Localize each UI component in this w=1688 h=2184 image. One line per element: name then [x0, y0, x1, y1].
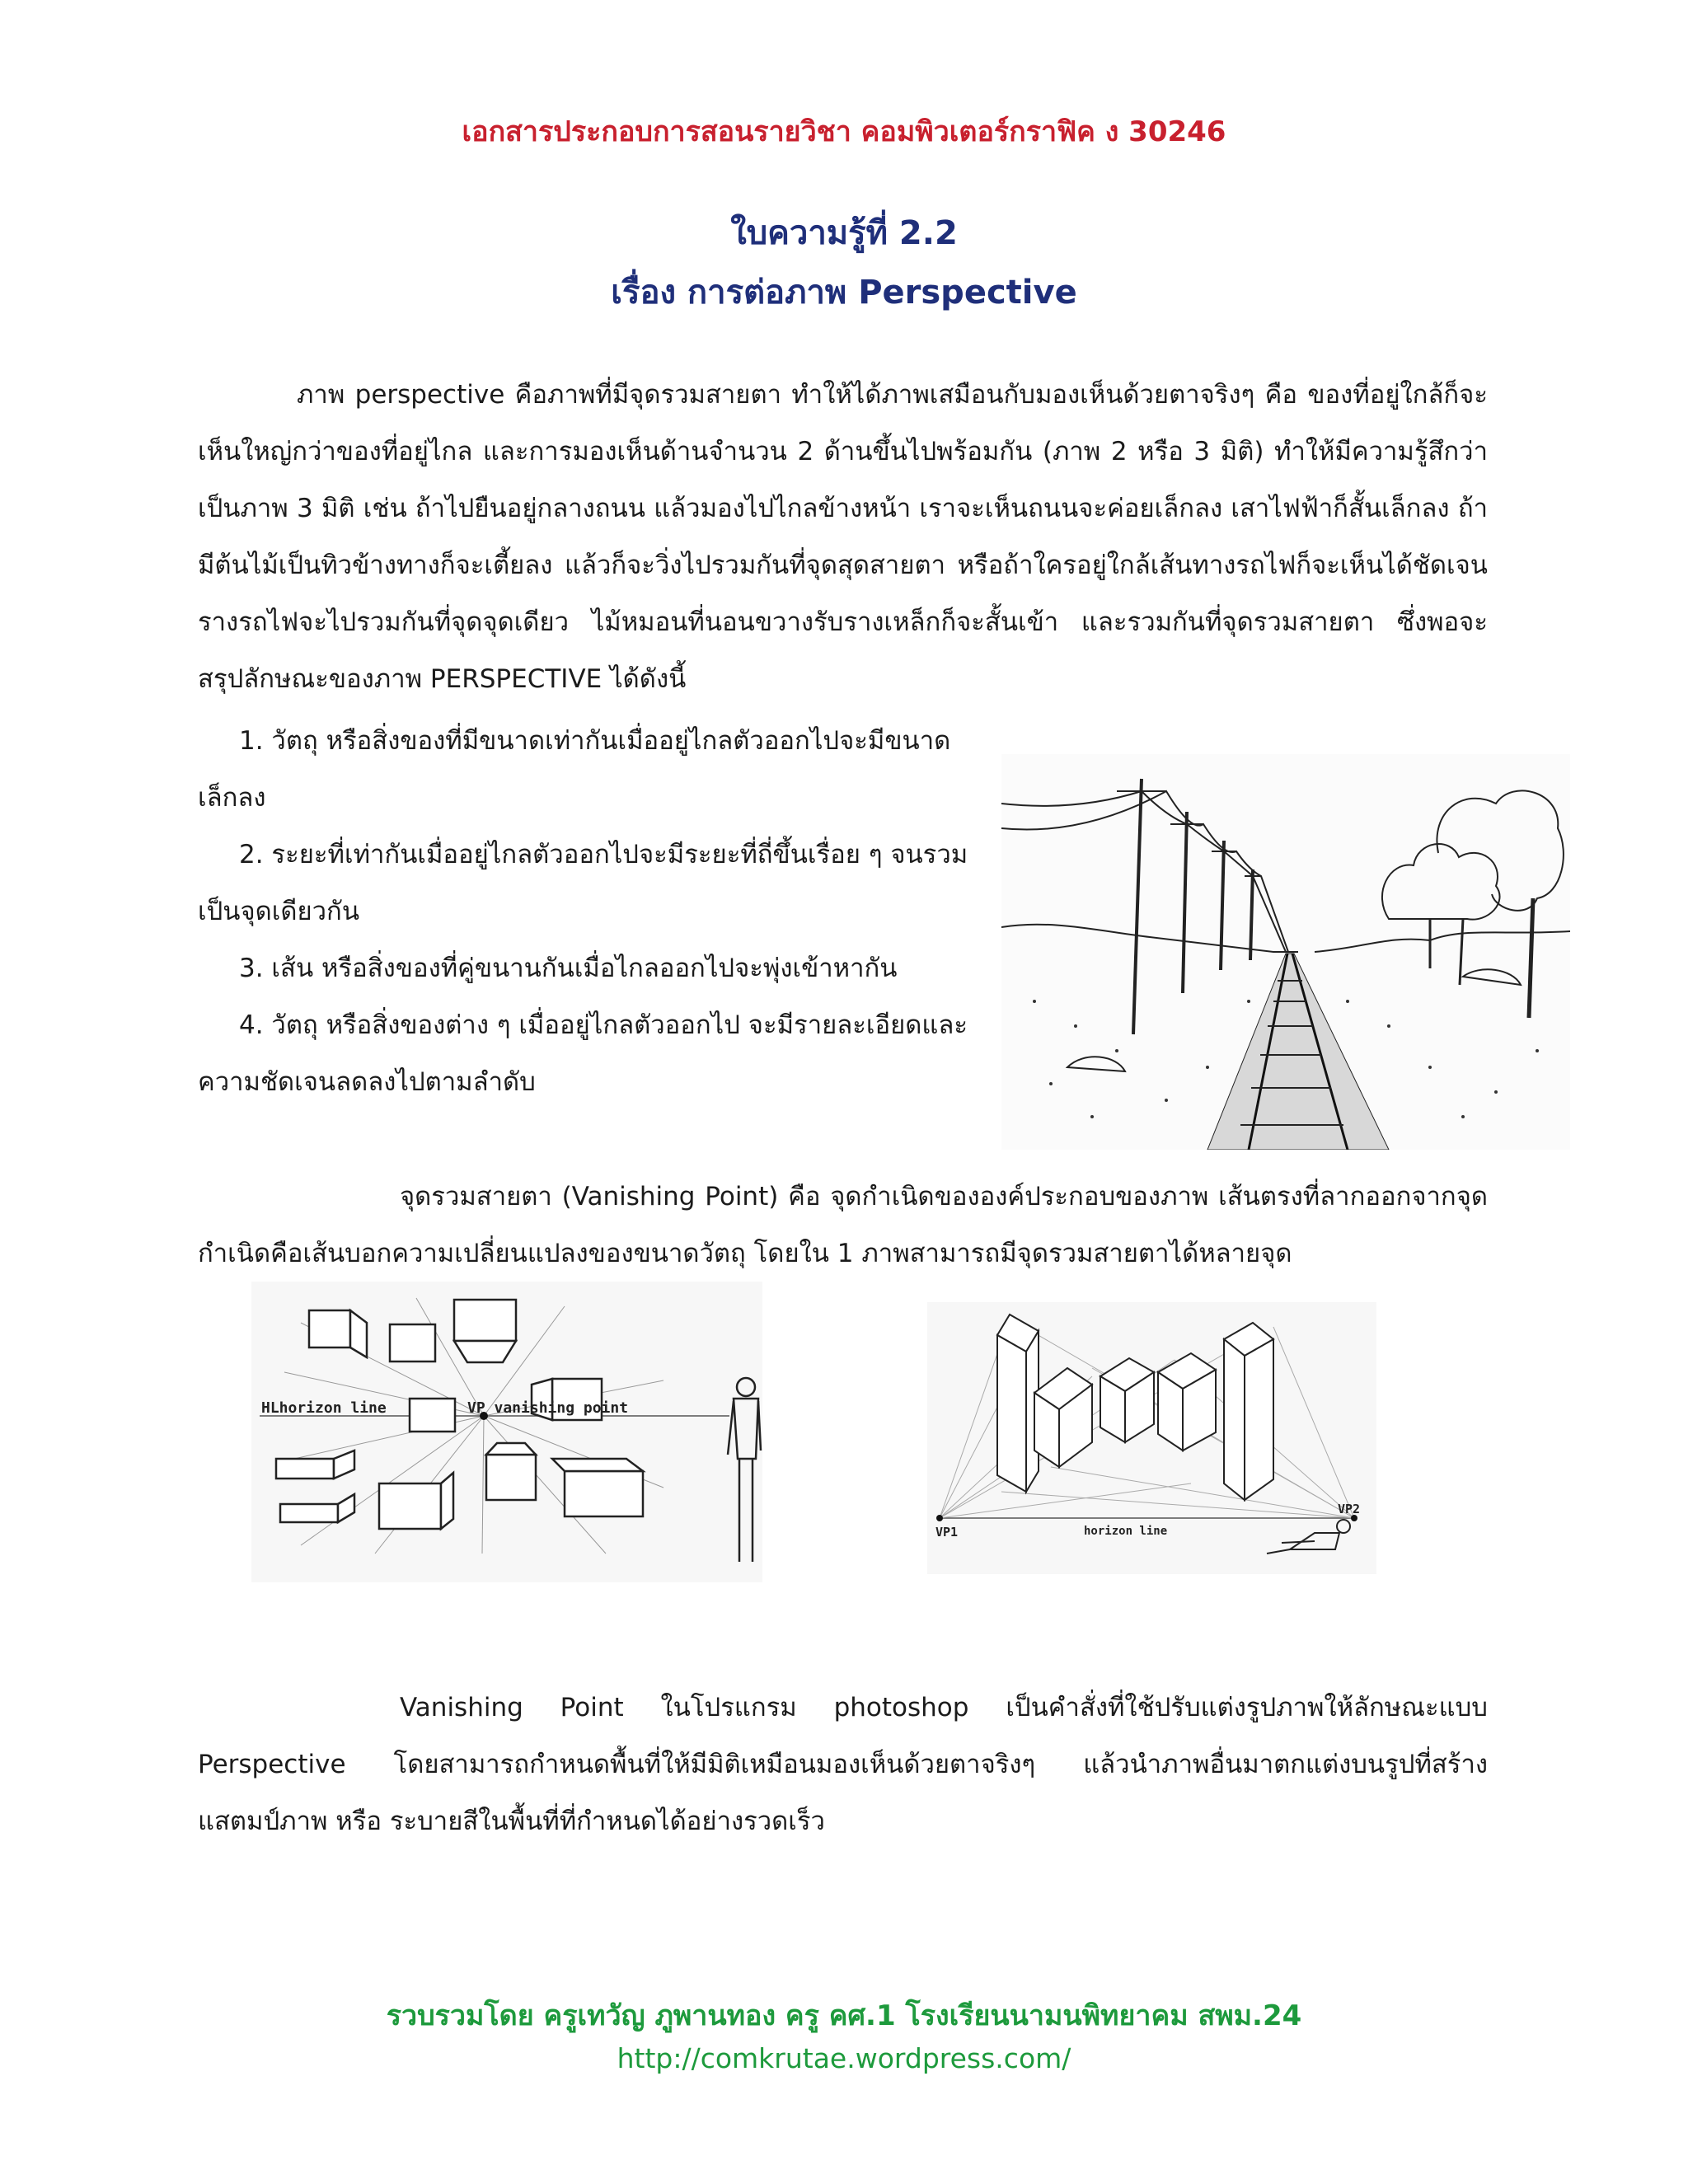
- footer-credit: รวบรวมโดย ครูเทวัญ ภูพานทอง ครู คศ.1 โรงเรียนนามนพิทยาคม สพม.24: [386, 1999, 1302, 2032]
- footer-url-link[interactable]: http://comkrutae.wordpress.com/: [617, 2042, 1071, 2074]
- photoshop-paragraph-text: Vanishing Point ในโปรแกรม photoshop เป็นคำสั่งที่ใช้ปรับแต่งรูปภาพให้ลักษณะแบบ Perspective โดยสามารถกำหนดพื้นที่ให้มีมิติเหมือนมองเห็นด้วยตาจริงๆ แล้วนำภาพอื่นมาตกแต่งบนรูปที่สร้างแสตมป์ภาพ หรือ ระบายสีในพื้นที่ที่กำหนดได้อย่างรวดเร็ว: [198, 1693, 1488, 1836]
- vanishing-point-paragraph-text: จุดรวมสายตา (Vanishing Point) คือ จุดกำเนิดขององค์ประกอบของภาพ เส้นตรงที่ลากออกจากจุดกำเนิดคือเส้นบอกความเปลี่ยนแปลงของขนาดวัตถุ โดยใน 1 ภาพสามารถมีจุดรวมสายตาได้หลายจุด: [198, 1182, 1488, 1268]
- list-item: 3. เส้น หรือสิ่งของที่คู่ขนานกันเมื่อไกลออกไปจะพุ่งเข้าหากัน: [239, 954, 898, 983]
- horizon-line-label: horizon line: [1084, 1525, 1168, 1538]
- list-item: 1. วัตถุ หรือสิ่งของที่มีขนาดเท่ากันเมื่ออยู่ไกลตัวออกไปจะมีขนาดเล็กลง: [198, 726, 951, 813]
- intro-paragraph-text: ภาพ perspective คือภาพที่มีจุดรวมสายตา ทำให้ได้ภาพเสมือนกับมองเห็นด้วยตาจริงๆ คือ ของที่อยู่ใกล้ก็จะเห็นใหญ่กว่าของที่อยู่ไกล และการมองเห็นด้านจำนวน 2 ด้านขึ้นไปพร้อมกัน (ภาพ 2 หรือ 3 มิติ) ทำให้มีความรู้สึกว่าเป็นภาพ 3 มิติ เช่น ถ้าไปยืนอยู่กลางถนน แล้วมองไปไกลข้างหน้า เราจะเห็นถนนจะค่อยเล็กลง เสาไฟฟ้าก็สั้นเล็กลง ถ้ามีต้นไม้เป็นทิวข้างทางก็จะเตี้ยลง แล้วก็จะวิ่งไปรวมกันที่จุดสุดสายตา หรือถ้าใครอยู่ใกล้เส้นทางรถไฟก็จะเห็นได้ชัดเจน รางรถไฟจะไปรวมกันที่จุดจุดเดียว ไม้หมอนที่นอนขวางรับรางเหล็กก็จะสั้นเข้า และรวมกันที่จุดรวมสายตา ซึ่งพอจะสรุปลักษณะของภาพ PERSPECTIVE ได้ดังนี้: [198, 380, 1488, 694]
- intro-paragraph: [198, 367, 1488, 708]
- vp1-label: VP1: [935, 1525, 959, 1540]
- worksheet-title: ใบความรู้ที่ 2.2: [730, 214, 958, 252]
- list-item: 4. วัตถุ หรือสิ่งของต่าง ๆ เมื่ออยู่ไกลตัวออกไป จะมีรายละเอียดและความชัดเจนลดลงไปตามลำดับ: [198, 1010, 968, 1097]
- vanishing-point-paragraph: [198, 1169, 1488, 1282]
- perspective-characteristics-list: [198, 713, 973, 1111]
- document-header: เอกสารประกอบการสอนรายวิชา คอมพิวเตอร์กราฟิค ง 30246: [462, 115, 1226, 148]
- list-item: 2. ระยะที่เท่ากันเมื่ออยู่ไกลตัวออกไปจะมีระยะที่ถี่ขึ้นเรื่อย ๆ จนรวมเป็นจุดเดียวกัน: [198, 840, 968, 926]
- two-point-perspective-diagram: [927, 1302, 1376, 1574]
- worksheet-subject: เรื่อง การต่อภาพ Perspective: [611, 274, 1077, 312]
- vanishing-point-label: VP vanishing point: [467, 1399, 629, 1417]
- vp2-label: VP2: [1338, 1502, 1361, 1516]
- one-point-perspective-diagram: [251, 1282, 762, 1582]
- horizon-line-label: HLhorizon line: [261, 1399, 387, 1417]
- photoshop-paragraph: [198, 1680, 1488, 1850]
- railway-perspective-illustration: [1001, 754, 1570, 1150]
